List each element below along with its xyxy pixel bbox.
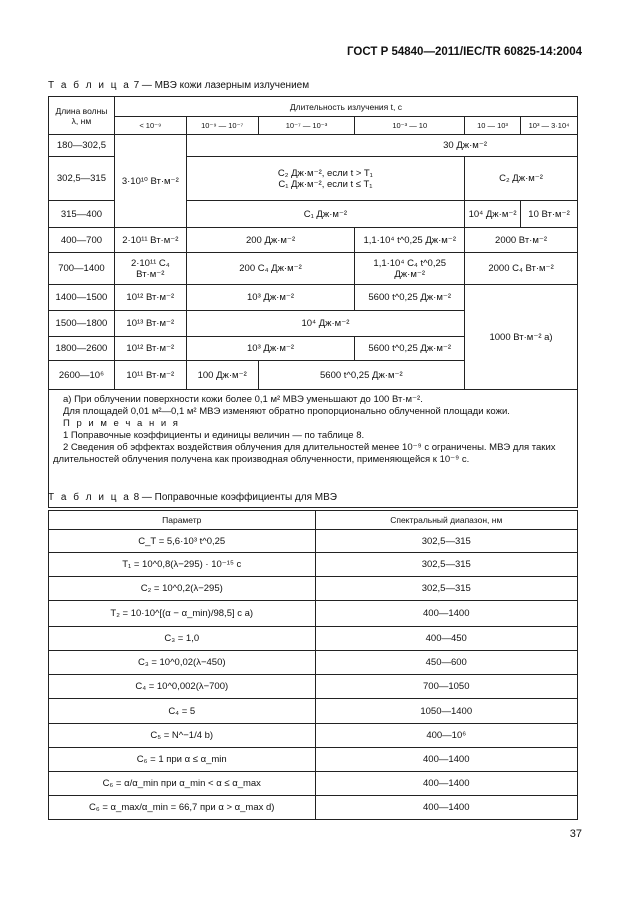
table-cell: 5600 t^0,25 Дж·м⁻² bbox=[355, 285, 465, 311]
param-cell: C_T = 5,6·10³ t^0,25 bbox=[49, 530, 316, 553]
table7-notes bbox=[48, 390, 578, 508]
param-cell: C₃ = 1,0 bbox=[49, 627, 316, 651]
table-cell: 200 Дж·м⁻² bbox=[186, 228, 355, 253]
wavelength-cell: 315—400 bbox=[49, 201, 115, 228]
col-header: 10³ — 3·10⁴ bbox=[521, 117, 578, 135]
table-cell: 5600 t^0,25 Дж·м⁻² bbox=[258, 361, 464, 390]
param-header: Параметр bbox=[49, 511, 316, 530]
table7 bbox=[48, 96, 578, 390]
table-cell: 10⁴ Дж·м⁻² bbox=[465, 201, 521, 228]
table-cell: C₂ Дж·м⁻², если t > T₁ C₁ Дж·м⁻², если t ≤ T₁ bbox=[186, 157, 464, 201]
document-header: ГОСТ Р 54840—2011/IEC/TR 60825-14:2004 bbox=[347, 46, 582, 58]
table-cell: 30 Дж·м⁻² bbox=[186, 135, 577, 157]
table-cell: 100 Дж·м⁻² bbox=[186, 361, 258, 390]
table-cell: 10³ Дж·м⁻² bbox=[186, 285, 355, 311]
table-cell: C₂ Дж·м⁻² bbox=[465, 157, 578, 201]
table-cell: 10³ Дж·м⁻² bbox=[186, 337, 355, 361]
table-cell: 2·10¹¹ C₄ Вт·м⁻² bbox=[114, 253, 186, 285]
wavelength-cell: 400—700 bbox=[49, 228, 115, 253]
footnote-a: a) При облучении поверхности кожи более 0,1 м² МВЭ уменьшают до 100 Вт·м⁻². bbox=[63, 394, 423, 405]
col-header: 10⁻⁷ — 10⁻³ bbox=[258, 117, 355, 135]
wavelength-cell: 1800—2600 bbox=[49, 337, 115, 361]
range-cell: 400—10⁶ bbox=[315, 724, 578, 748]
table8 bbox=[48, 510, 578, 820]
range-cell: 400—1400 bbox=[315, 796, 578, 820]
table-cell: 10 Вт·м⁻² bbox=[521, 201, 578, 228]
param-cell: T₁ = 10^0,8(λ−295) · 10⁻¹⁵ с bbox=[49, 553, 316, 577]
table-cell: 10¹³ Вт·м⁻² bbox=[114, 311, 186, 337]
table-cell: 5600 t^0,25 Дж·м⁻² bbox=[355, 337, 465, 361]
param-cell: C₆ = α/α_min при α_min < α ≤ α_max bbox=[49, 772, 316, 796]
param-cell: C₄ = 5 bbox=[49, 699, 316, 724]
col-header: 10 — 10³ bbox=[465, 117, 521, 135]
table-cell: 2000 Вт·м⁻² bbox=[465, 228, 578, 253]
col-header: < 10⁻⁹ bbox=[114, 117, 186, 135]
range-cell: 400—1400 bbox=[315, 772, 578, 796]
table7-caption: Т а б л и ц а 7 — МВЭ кожи лазерным излучением bbox=[48, 80, 310, 91]
param-cell: C₆ = α_max/α_min = 66,7 при α > α_max d) bbox=[49, 796, 316, 820]
param-cell: T₂ = 10·10^[(α − α_min)/98,5] с a) bbox=[49, 601, 316, 627]
range-header: Спектральный диапазон, нм bbox=[315, 511, 578, 530]
table-cell: 10¹² Вт·м⁻² bbox=[114, 285, 186, 311]
note-2: 2 Сведения об эффектах воздействия облучения для длительностей менее 10⁻⁹ с ограничены. МВЭ для таких длительностей облучения получена как производная облученности, применяющейся к 10⁻⁹ с. bbox=[53, 442, 556, 465]
table-cell: 1,1·10⁴ C₄ t^0,25 Дж·м⁻² bbox=[355, 253, 465, 285]
param-cell: C₃ = 10^0,02(λ−450) bbox=[49, 651, 316, 675]
range-cell: 302,5—315 bbox=[315, 577, 578, 601]
table8-caption: Т а б л и ц а 8 — Поправочные коэффициенты для МВЭ bbox=[48, 492, 337, 503]
table-cell: 1000 Вт·м⁻² a) bbox=[465, 285, 578, 390]
range-cell: 302,5—315 bbox=[315, 530, 578, 553]
table-cell: 10¹¹ Вт·м⁻² bbox=[114, 361, 186, 390]
page-number: 37 bbox=[569, 828, 582, 840]
wavelength-cell: 1500—1800 bbox=[49, 311, 115, 337]
table-cell: 2·10¹¹ Вт·м⁻² bbox=[114, 228, 186, 253]
wavelength-header: Длина волны λ, нм bbox=[49, 97, 115, 135]
range-cell: 400—1400 bbox=[315, 601, 578, 627]
notes-title: П р и м е ч а н и я bbox=[63, 418, 180, 429]
param-cell: C₆ = 1 при α ≤ α_min bbox=[49, 748, 316, 772]
param-cell: C₄ = 10^0,002(λ−700) bbox=[49, 675, 316, 699]
duration-header: Длительность излучения t, с bbox=[114, 97, 577, 117]
range-cell: 450—600 bbox=[315, 651, 578, 675]
range-cell: 400—450 bbox=[315, 627, 578, 651]
wavelength-cell: 700—1400 bbox=[49, 253, 115, 285]
footnote-a-cont: Для площадей 0,01 м²—0,1 м² МВЭ изменяют обратно пропорционально облученной площади кожи. bbox=[63, 406, 510, 417]
wavelength-cell: 180—302,5 bbox=[49, 135, 115, 157]
range-cell: 700—1050 bbox=[315, 675, 578, 699]
note-1: 1 Поправочные коэффициенты и единицы величин — по таблице 8. bbox=[63, 430, 365, 441]
wavelength-cell: 2600—10⁶ bbox=[49, 361, 115, 390]
table-cell: 200 C₄ Дж·м⁻² bbox=[186, 253, 355, 285]
table-cell: 3·10¹⁰ Вт·м⁻² bbox=[114, 135, 186, 228]
range-cell: 400—1400 bbox=[315, 748, 578, 772]
param-cell: C₅ = N^−1/4 b) bbox=[49, 724, 316, 748]
wavelength-cell: 1400—1500 bbox=[49, 285, 115, 311]
range-cell: 1050—1400 bbox=[315, 699, 578, 724]
table-cell: 2000 C₄ Вт·м⁻² bbox=[465, 253, 578, 285]
wavelength-cell: 302,5—315 bbox=[49, 157, 115, 201]
param-cell: C₂ = 10^0,2(λ−295) bbox=[49, 577, 316, 601]
table-cell: 10¹² Вт·м⁻² bbox=[114, 337, 186, 361]
table-cell: 10⁴ Дж·м⁻² bbox=[186, 311, 464, 337]
col-header: 10⁻³ — 10 bbox=[355, 117, 465, 135]
range-cell: 302,5—315 bbox=[315, 553, 578, 577]
col-header: 10⁻⁹ — 10⁻⁷ bbox=[186, 117, 258, 135]
table-cell: 1,1·10⁴ t^0,25 Дж·м⁻² bbox=[355, 228, 465, 253]
table-cell: C₁ Дж·м⁻² bbox=[186, 201, 464, 228]
